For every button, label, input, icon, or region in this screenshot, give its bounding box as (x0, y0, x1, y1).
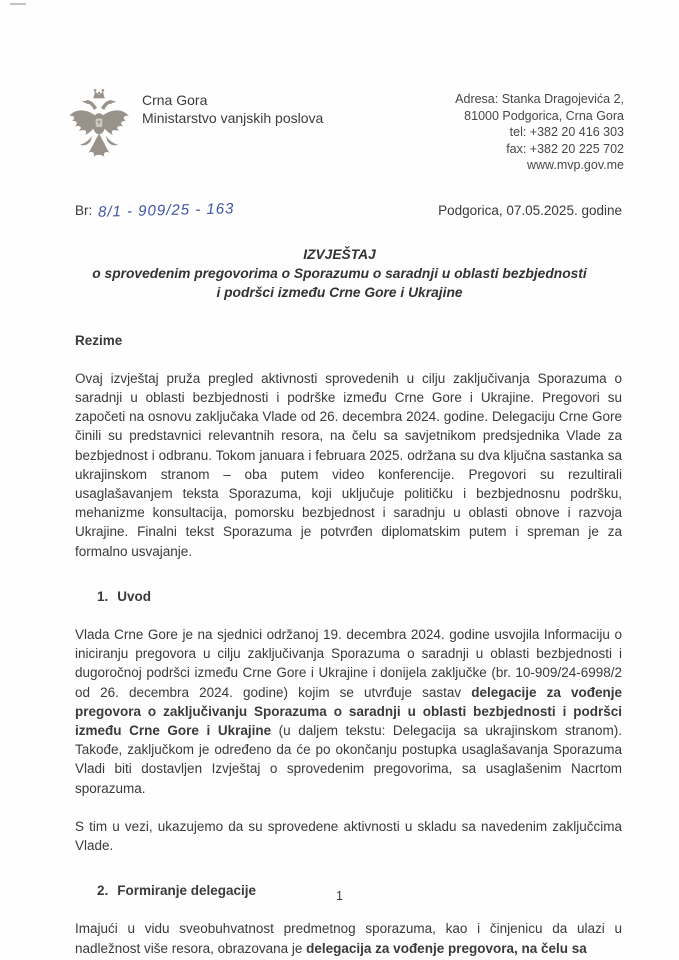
letterhead (0, 0, 679, 174)
paragraph-rezime: Ovaj izvještaj pruža pregled aktivnosti sprovedenih u cilju zaključivanja Sporazuma o saradnji u oblasti bezbjednosti i podrške između Crne Gore i Ukrajine. Pregovori su započeti na osnovu zaključaka Vlade od 26. decembra 2024. godine. Delegaciju Crne Gore činili su predstavnici relevantnih resora, na čelu sa savjetnikom predsjednika Vlade za bezbjednost i odbranu. Tokom januara i februara 2025. održana su dva ključna sastanka sa ukrajinskom stranom – oba putem video konferencije. Pregovori su rezultirali usaglašavanjem teksta Sporazuma, koji uključuje političku i bezbjednosnu podršku, mehanizme konsultacija, pomorsku bezbjednost i saradnju u oblasti obnove i razvoja Ukrajine. Finalni tekst Sporazuma je potvrđen diplomatskim putem i spreman je za formalno usvajanje. (75, 370, 622, 559)
title-line2: o sprovedenim pregovorima o Sporazumu o saradnji u oblasti bezbjednosti (92, 265, 587, 281)
formiranje-p1-pre: Imajući u vidu sveobuhvatnost predmetnog sporazuma, kao i činjenicu da ulazi u nadležnost više resora, obrazovana je (75, 921, 622, 956)
heading-uvod (75, 587, 622, 606)
uvod-p1-post: (u daljem tekstu: Delegacija sa ukrajinskom stranom). Takođe, zaključkom je određeno da će po okončanju postupka usaglašavanja Sporazuma Vladi biti dostavljen Izvještaj o sprovedenim pregovorima, sa usaglašenim Nacrtom sporazuma. (75, 722, 622, 796)
title-line3: i podršci između Crne Gore i Ukrajine (216, 284, 463, 300)
address-tel: tel: +382 20 416 303 (509, 125, 624, 139)
heading-rezime: Rezime (75, 332, 123, 348)
document-title (0, 245, 679, 302)
address-block (455, 85, 624, 174)
address-website: www.mvp.gov.me (526, 158, 624, 172)
heading-formiranje-label: Formiranje delegacije (117, 883, 257, 899)
organization-name (142, 85, 323, 127)
uvod-p1-bold: delegacije za vođenje pregovora o zaključivanju Sporazuma o saradnji u oblasti bezbjednosti i podršci između Crne Gore i Ukrajine (75, 684, 622, 738)
paragraph-uvod-2: S tim u vezi, ukazujemo da su sprovedene aktivnosti u skladu sa navedenim zaključcima Vlade. (75, 818, 622, 853)
heading-uvod-label: Uvod (117, 588, 152, 604)
org-country: Crna Gora (142, 92, 208, 108)
address-city: 81000 Podgorica, Crna Gora (464, 108, 624, 123)
place-and-date: Podgorica, 07.05.2025. godine (438, 202, 622, 218)
document-body (0, 331, 679, 958)
page-number: 1 (336, 889, 343, 903)
uvod-p1-pre: Vlada Crne Gore je na sjednici održanoj 19. decembra 2024. godine usvojila Informaciju o iniciranju pregovora u cilju zaključivanja Sporazuma o saradnji u oblasti bezbjednosti i dugoročnoj podršci između Crne Gore i Ukrajine i donijela zaključke (br. 10-909/24-6998/2 od 26. decembra 2024. godine) kojim se utvrđuje sastav (75, 626, 622, 700)
address-street: Adresa: Stanka Dragojevića 2, (455, 92, 624, 106)
org-ministry: Ministarstvo vanjskih poslova (142, 110, 324, 126)
address-fax: fax: +382 20 225 702 (506, 141, 624, 156)
reference-line (0, 174, 679, 219)
title-line1: IZVJEŠTAJ (303, 246, 376, 262)
paragraph-uvod-1 (75, 625, 622, 798)
heading-formiranje-number: 2. (97, 883, 109, 899)
scan-artifact (10, 3, 26, 5)
paragraph-formiranje-1 (75, 919, 622, 957)
formiranje-p1-bold: delegacija za vođenje pregovora, na čelu sa (306, 940, 587, 956)
reference-label: Br: (75, 202, 93, 218)
reference-number (75, 199, 235, 221)
coat-of-arms-montenegro-icon (66, 85, 132, 173)
reference-handwritten-value: 8/1 - 909/25 - 163 (97, 199, 235, 221)
heading-uvod-number: 1. (97, 588, 109, 604)
